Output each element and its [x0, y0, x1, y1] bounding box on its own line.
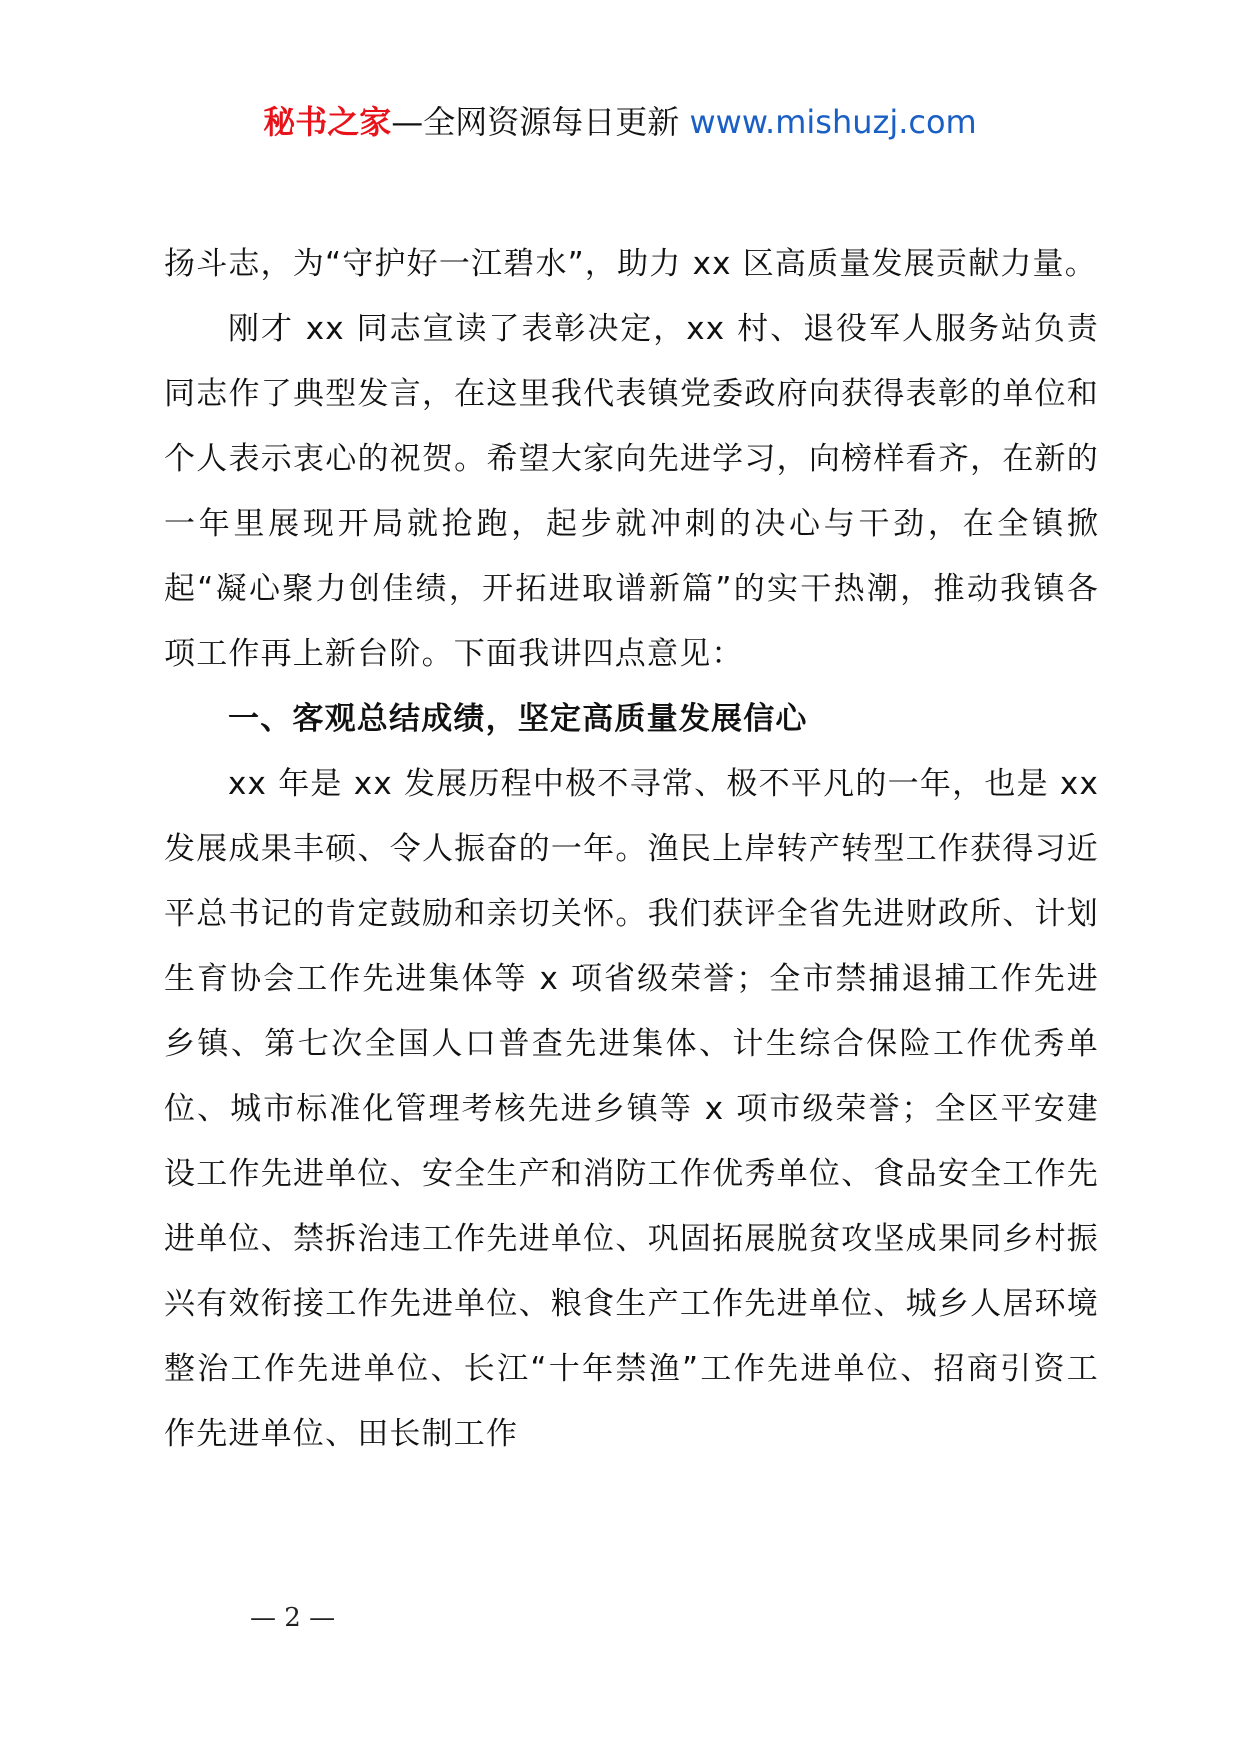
paragraph: xx 年是 xx 发展历程中极不寻常、极不平凡的一年，也是 xx 发展成果丰硕、令人振奋的一年。渔民上岸转产转型工作获得习近平总书记的肯定鼓励和亲切关怀。我们获评全省先进财政所、计划生育协会工作先进集体等 x 项省级荣誉；全市禁捕退捕工作先进乡镇、第七次全国人口普查先进集体、计生综合保险工作优秀单位、城市标准化管理考核先进乡镇等 x 项市级荣誉；全区平安建设工作先进单位、安全生产和消防工作优秀单位、食品安全工作先进单位、禁拆治违工作先进单位、巩固拓展脱贫攻坚成果同乡村振兴有效衔接工作先进单位、粮食生产工作先进单位、城乡人居环境整治工作先进单位、长江“十年禁渔”工作先进单位、招商引资工作先进单位、田长制工作 — [164, 766, 1099, 1452]
brand-tagline: —全网资源每日更新 — [391, 103, 690, 141]
brand-name: 秘书之家 — [263, 103, 392, 141]
document-body — [164, 232, 1099, 1467]
paragraph-continuation: 扬斗志，为“守护好一江碧水”，助力 xx 区高质量发展贡献力量。 — [164, 246, 1097, 282]
brand-url[interactable]: www.mishuzj.com — [689, 103, 977, 141]
page-header — [0, 100, 1240, 144]
section-heading: 一、客观总结成绩，坚定高质量发展信心 — [228, 701, 808, 737]
paragraph: 刚才 xx 同志宣读了表彰决定，xx 村、退役军人服务站负责同志作了典型发言，在这里我代表镇党委政府向获得表彰的单位和个人表示衷心的祝贺。希望大家向先进学习，向榜样看齐，在新的一年里展现开局就抢跑，起步就冲刺的决心与干劲，在全镇掀起“凝心聚力创佳绩，开拓进取谱新篇”的实干热潮，推动我镇各项工作再上新台阶。下面我讲四点意见： — [164, 311, 1099, 672]
page-number: — 2 — — [250, 1603, 336, 1633]
